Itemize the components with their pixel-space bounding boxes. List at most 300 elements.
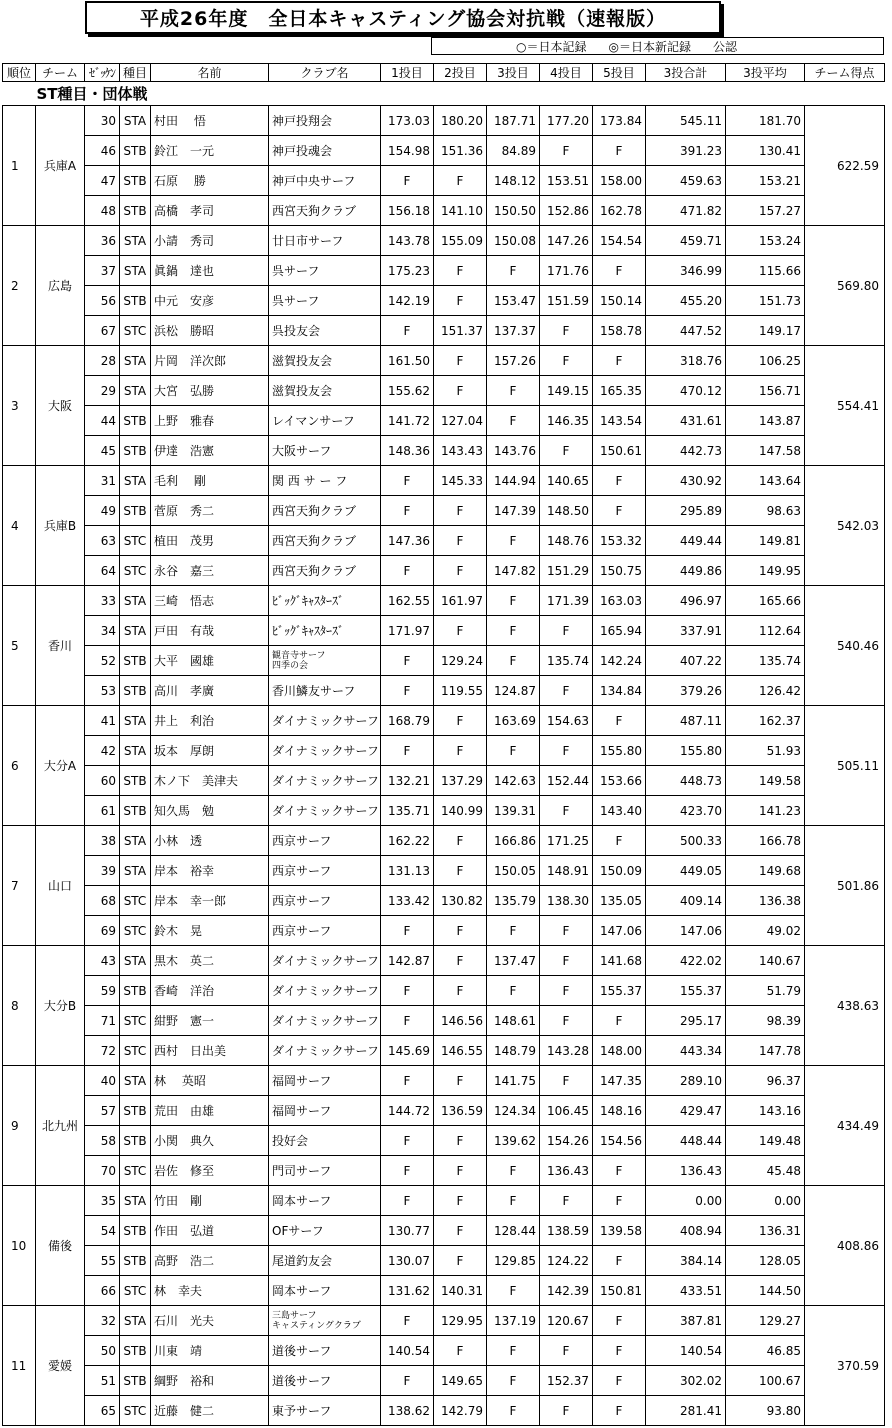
average-cell: 149.68	[726, 856, 805, 886]
team-score-cell: 505.11	[805, 706, 885, 826]
name-cell: 植田 茂男	[151, 526, 269, 556]
average-cell: 93.80	[726, 1396, 805, 1426]
event-cell: STB	[120, 796, 151, 826]
event-cell: STB	[120, 676, 151, 706]
table-row	[3, 586, 885, 616]
throw-3-cell: 148.61	[487, 1006, 540, 1036]
name-cell: 川東 靖	[151, 1336, 269, 1366]
throw-4-cell: F	[540, 316, 593, 346]
name-cell: 鈴木 晃	[151, 916, 269, 946]
throw-3-cell: F	[487, 526, 540, 556]
event-cell: STC	[120, 1156, 151, 1186]
throw-2-cell: F	[434, 856, 487, 886]
throw-5-cell: 135.05	[593, 886, 646, 916]
throw-1-cell: 133.42	[381, 886, 434, 916]
throw-5-cell: F	[593, 1006, 646, 1036]
throw-2-cell: F	[434, 946, 487, 976]
total-cell: 281.41	[646, 1396, 726, 1426]
event-cell: STC	[120, 316, 151, 346]
event-cell: STA	[120, 226, 151, 256]
club-cell: 西京サーフ	[269, 916, 381, 946]
club-cell: 西宮天狗クラブ	[269, 196, 381, 226]
table-row	[3, 946, 885, 976]
throw-1-cell: 145.69	[381, 1036, 434, 1066]
bib-cell: 35	[85, 1186, 120, 1216]
throw-1-cell: F	[381, 676, 434, 706]
team-score-cell: 501.86	[805, 826, 885, 946]
name-cell: 伊達 浩憲	[151, 436, 269, 466]
name-cell: 高川 孝廣	[151, 676, 269, 706]
club-cell: 道後サーフ	[269, 1336, 381, 1366]
event-cell: STA	[120, 376, 151, 406]
club-cell: ダイナミックサーフ	[269, 1036, 381, 1066]
total-cell: 487.11	[646, 706, 726, 736]
throw-5-cell: 163.03	[593, 586, 646, 616]
throw-3-cell: 124.87	[487, 676, 540, 706]
throw-4-cell: F	[540, 136, 593, 166]
throw-3-cell: F	[487, 406, 540, 436]
club-cell: 呉サーフ	[269, 286, 381, 316]
throw-1-cell: 130.77	[381, 1216, 434, 1246]
club-cell: 神戸中央サーフ	[269, 166, 381, 196]
total-cell: 433.51	[646, 1276, 726, 1306]
club-cell: 神戸投翔会	[269, 106, 381, 136]
throw-3-cell: F	[487, 376, 540, 406]
event-cell: STA	[120, 616, 151, 646]
header-row	[3, 64, 885, 82]
bib-cell: 37	[85, 256, 120, 286]
table-row	[3, 1006, 885, 1036]
club-cell: 観音寺サーフ 四季の会	[269, 646, 381, 676]
throw-3-cell: 157.26	[487, 346, 540, 376]
total-cell: 408.94	[646, 1216, 726, 1246]
throw-1-cell: 173.03	[381, 106, 434, 136]
throw-1-cell: F	[381, 1006, 434, 1036]
club-cell: 廿日市サーフ	[269, 226, 381, 256]
club-cell: 岡本サーフ	[269, 1186, 381, 1216]
throw-5-cell: 147.06	[593, 916, 646, 946]
total-cell: 409.14	[646, 886, 726, 916]
throw-3-cell: 148.79	[487, 1036, 540, 1066]
rank-cell: 2	[3, 226, 36, 346]
total-cell: 379.26	[646, 676, 726, 706]
table-row	[3, 1096, 885, 1126]
club-cell: 東予サーフ	[269, 1396, 381, 1426]
total-cell: 155.37	[646, 976, 726, 1006]
throw-1-cell: 148.36	[381, 436, 434, 466]
throw-1-cell: 138.62	[381, 1396, 434, 1426]
total-cell: 0.00	[646, 1186, 726, 1216]
throw-3-cell: F	[487, 916, 540, 946]
club-cell: ダイナミックサーフ	[269, 766, 381, 796]
table-row	[3, 346, 885, 376]
name-cell: 黒木 英二	[151, 946, 269, 976]
bib-cell: 55	[85, 1246, 120, 1276]
throw-3-cell: 142.63	[487, 766, 540, 796]
total-cell: 496.97	[646, 586, 726, 616]
bib-cell: 33	[85, 586, 120, 616]
legend	[431, 37, 884, 55]
total-cell: 449.05	[646, 856, 726, 886]
name-cell: 眞鍋 達也	[151, 256, 269, 286]
club-cell: 門司サーフ	[269, 1156, 381, 1186]
throw-5-cell: F	[593, 1366, 646, 1396]
throw-2-cell: F	[434, 1156, 487, 1186]
throw-4-cell: F	[540, 436, 593, 466]
bib-cell: 60	[85, 766, 120, 796]
total-cell: 443.34	[646, 1036, 726, 1066]
throw-5-cell: 155.37	[593, 976, 646, 1006]
total-cell: 455.20	[646, 286, 726, 316]
throw-1-cell: F	[381, 556, 434, 586]
name-cell: 上野 雅春	[151, 406, 269, 436]
throw-4-cell: 124.22	[540, 1246, 593, 1276]
bib-cell: 59	[85, 976, 120, 1006]
event-cell: STA	[120, 706, 151, 736]
throw-4-cell: 138.30	[540, 886, 593, 916]
average-cell: 141.23	[726, 796, 805, 826]
throw-4-cell: 142.39	[540, 1276, 593, 1306]
average-cell: 100.67	[726, 1366, 805, 1396]
throw-4-cell: 148.91	[540, 856, 593, 886]
throw-3-cell: 147.82	[487, 556, 540, 586]
throw-4-cell: 154.63	[540, 706, 593, 736]
throw-1-cell: 130.07	[381, 1246, 434, 1276]
name-cell: 知久馬 勉	[151, 796, 269, 826]
rank-cell: 11	[3, 1306, 36, 1426]
throw-2-cell: F	[434, 256, 487, 286]
throw-3-cell: F	[487, 586, 540, 616]
club-cell: 関 西 サ ー フ	[269, 466, 381, 496]
legend-official: 公認	[712, 39, 737, 54]
header-bib: ｾﾞｯｹﾝ	[85, 64, 120, 82]
throw-1-cell: 156.18	[381, 196, 434, 226]
throw-5-cell: 150.09	[593, 856, 646, 886]
table-row	[3, 316, 885, 346]
bib-cell: 64	[85, 556, 120, 586]
club-cell: ダイナミックサーフ	[269, 1006, 381, 1036]
event-cell: STA	[120, 826, 151, 856]
name-cell: 香崎 洋治	[151, 976, 269, 1006]
bib-cell: 40	[85, 1066, 120, 1096]
event-cell: STA	[120, 586, 151, 616]
throw-1-cell: F	[381, 1186, 434, 1216]
rank-cell: 4	[3, 466, 36, 586]
bib-cell: 29	[85, 376, 120, 406]
total-cell: 545.11	[646, 106, 726, 136]
throw-3-cell: 166.86	[487, 826, 540, 856]
event-cell: STA	[120, 106, 151, 136]
throw-5-cell: F	[593, 1186, 646, 1216]
throw-1-cell: 175.23	[381, 256, 434, 286]
name-cell: 西村 日出美	[151, 1036, 269, 1066]
name-cell: 鈴江 一元	[151, 136, 269, 166]
throw-2-cell: F	[434, 496, 487, 526]
throw-1-cell: F	[381, 916, 434, 946]
name-cell: 木ノ下 美津夫	[151, 766, 269, 796]
average-cell: 46.85	[726, 1336, 805, 1366]
team-score-cell: 569.80	[805, 226, 885, 346]
throw-5-cell: 150.81	[593, 1276, 646, 1306]
name-cell: 中元 安彦	[151, 286, 269, 316]
results-table	[2, 63, 885, 1426]
throw-4-cell: 151.59	[540, 286, 593, 316]
average-cell: 166.78	[726, 826, 805, 856]
table-row	[3, 1036, 885, 1066]
bib-cell: 67	[85, 316, 120, 346]
throw-5-cell: 139.58	[593, 1216, 646, 1246]
team-cell: 北九州	[36, 1066, 85, 1186]
throw-5-cell: 155.80	[593, 736, 646, 766]
throw-1-cell: 142.19	[381, 286, 434, 316]
throw-5-cell: 173.84	[593, 106, 646, 136]
name-cell: 村田 悟	[151, 106, 269, 136]
team-cell: 兵庫A	[36, 106, 85, 226]
team-cell: 大阪	[36, 346, 85, 466]
throw-4-cell: 154.26	[540, 1126, 593, 1156]
throw-3-cell: 153.47	[487, 286, 540, 316]
name-cell: 石川 光夫	[151, 1306, 269, 1336]
throw-5-cell: F	[593, 1156, 646, 1186]
table-row	[3, 826, 885, 856]
rank-cell: 8	[3, 946, 36, 1066]
throw-5-cell: 148.16	[593, 1096, 646, 1126]
club-cell: 香川鱗友サーフ	[269, 676, 381, 706]
team-score-cell: 370.59	[805, 1306, 885, 1426]
throw-3-cell: 144.94	[487, 466, 540, 496]
bib-cell: 46	[85, 136, 120, 166]
throw-3-cell: F	[487, 616, 540, 646]
bib-cell: 48	[85, 196, 120, 226]
club-cell: 滋賀投友会	[269, 376, 381, 406]
average-cell: 147.78	[726, 1036, 805, 1066]
throw-2-cell: 146.55	[434, 1036, 487, 1066]
total-cell: 423.70	[646, 796, 726, 826]
throw-2-cell: F	[434, 1126, 487, 1156]
event-cell: STA	[120, 736, 151, 766]
throw-4-cell: F	[540, 1396, 593, 1426]
table-row	[3, 1186, 885, 1216]
event-cell: STA	[120, 856, 151, 886]
header-club: クラブ名	[269, 64, 381, 82]
table-row	[3, 736, 885, 766]
event-cell: STB	[120, 646, 151, 676]
bib-cell: 43	[85, 946, 120, 976]
throw-1-cell: 162.22	[381, 826, 434, 856]
throw-2-cell: F	[434, 1186, 487, 1216]
throw-2-cell: 136.59	[434, 1096, 487, 1126]
event-cell: STA	[120, 1066, 151, 1096]
name-cell: 小請 秀司	[151, 226, 269, 256]
throw-4-cell: F	[540, 916, 593, 946]
club-cell: OFサーフ	[269, 1216, 381, 1246]
name-cell: 岩佐 修至	[151, 1156, 269, 1186]
average-cell: 147.58	[726, 436, 805, 466]
throw-3-cell: 150.50	[487, 196, 540, 226]
throw-2-cell: F	[434, 1246, 487, 1276]
throw-5-cell: 154.54	[593, 226, 646, 256]
average-cell: 140.67	[726, 946, 805, 976]
average-cell: 144.50	[726, 1276, 805, 1306]
throw-1-cell: 162.55	[381, 586, 434, 616]
table-row	[3, 916, 885, 946]
bib-cell: 39	[85, 856, 120, 886]
bib-cell: 68	[85, 886, 120, 916]
throw-1-cell: 147.36	[381, 526, 434, 556]
average-cell: 149.17	[726, 316, 805, 346]
throw-1-cell: 131.62	[381, 1276, 434, 1306]
table-row	[3, 136, 885, 166]
average-cell: 136.31	[726, 1216, 805, 1246]
club-cell: 福岡サーフ	[269, 1096, 381, 1126]
bib-cell: 49	[85, 496, 120, 526]
bib-cell: 41	[85, 706, 120, 736]
name-cell: 大宮 弘勝	[151, 376, 269, 406]
throw-2-cell: F	[434, 976, 487, 1006]
club-cell: 福岡サーフ	[269, 1066, 381, 1096]
legend-record: ○＝日本記録	[516, 39, 587, 54]
throw-4-cell: 146.35	[540, 406, 593, 436]
throw-2-cell: 143.43	[434, 436, 487, 466]
throw-2-cell: 137.29	[434, 766, 487, 796]
total-cell: 430.92	[646, 466, 726, 496]
rank-cell: 5	[3, 586, 36, 706]
table-row	[3, 1066, 885, 1096]
header-total: 3投合計	[646, 64, 726, 82]
throw-3-cell: F	[487, 1336, 540, 1366]
average-cell: 96.37	[726, 1066, 805, 1096]
average-cell: 157.27	[726, 196, 805, 226]
throw-3-cell: 128.44	[487, 1216, 540, 1246]
throw-4-cell: F	[540, 796, 593, 826]
throw-2-cell: F	[434, 1066, 487, 1096]
club-cell: ダイナミックサーフ	[269, 706, 381, 736]
event-cell: STB	[120, 976, 151, 1006]
throw-1-cell: F	[381, 736, 434, 766]
name-cell: 林 幸夫	[151, 1276, 269, 1306]
throw-3-cell: F	[487, 1186, 540, 1216]
total-cell: 147.06	[646, 916, 726, 946]
club-cell: ﾋﾞｯｸﾞｷｬｽﾀｰｽﾞ	[269, 616, 381, 646]
section-title: ST種目・団体戦	[3, 82, 885, 106]
throw-5-cell: 158.00	[593, 166, 646, 196]
club-cell: 尾道釣友会	[269, 1246, 381, 1276]
average-cell: 151.73	[726, 286, 805, 316]
throw-1-cell: 132.21	[381, 766, 434, 796]
bib-cell: 71	[85, 1006, 120, 1036]
throw-5-cell: 153.32	[593, 526, 646, 556]
throw-4-cell: 152.37	[540, 1366, 593, 1396]
throw-5-cell: F	[593, 1246, 646, 1276]
average-cell: 0.00	[726, 1186, 805, 1216]
total-cell: 470.12	[646, 376, 726, 406]
total-cell: 155.80	[646, 736, 726, 766]
total-cell: 295.89	[646, 496, 726, 526]
total-cell: 431.61	[646, 406, 726, 436]
throw-2-cell: 151.37	[434, 316, 487, 346]
throw-2-cell: F	[434, 916, 487, 946]
bib-cell: 38	[85, 826, 120, 856]
throw-3-cell: F	[487, 976, 540, 1006]
throw-4-cell: 149.15	[540, 376, 593, 406]
average-cell: 51.93	[726, 736, 805, 766]
throw-5-cell: 158.78	[593, 316, 646, 346]
bib-cell: 28	[85, 346, 120, 376]
bib-cell: 47	[85, 166, 120, 196]
event-cell: STA	[120, 346, 151, 376]
club-cell: 西京サーフ	[269, 886, 381, 916]
average-cell: 143.16	[726, 1096, 805, 1126]
club-cell: 西京サーフ	[269, 826, 381, 856]
event-cell: STB	[120, 496, 151, 526]
bib-cell: 51	[85, 1366, 120, 1396]
table-row	[3, 166, 885, 196]
club-cell: 西宮天狗クラブ	[269, 496, 381, 526]
average-cell: 128.05	[726, 1246, 805, 1276]
table-row	[3, 1306, 885, 1336]
throw-1-cell: F	[381, 646, 434, 676]
average-cell: 143.87	[726, 406, 805, 436]
club-cell: ダイナミックサーフ	[269, 976, 381, 1006]
throw-2-cell: 119.55	[434, 676, 487, 706]
club-cell: 投好会	[269, 1126, 381, 1156]
total-cell: 459.63	[646, 166, 726, 196]
throw-5-cell: F	[593, 346, 646, 376]
throw-3-cell: 147.39	[487, 496, 540, 526]
throw-1-cell: 161.50	[381, 346, 434, 376]
total-cell: 391.23	[646, 136, 726, 166]
throw-5-cell: F	[593, 136, 646, 166]
total-cell: 295.17	[646, 1006, 726, 1036]
bib-cell: 50	[85, 1336, 120, 1366]
throw-3-cell: 150.08	[487, 226, 540, 256]
throw-1-cell: F	[381, 1366, 434, 1396]
throw-4-cell: F	[540, 676, 593, 706]
throw-2-cell: F	[434, 556, 487, 586]
throw-3-cell: F	[487, 646, 540, 676]
throw-5-cell: F	[593, 466, 646, 496]
bib-cell: 61	[85, 796, 120, 826]
team-cell: 備後	[36, 1186, 85, 1306]
average-cell: 149.81	[726, 526, 805, 556]
table-row	[3, 676, 885, 706]
average-cell: 129.27	[726, 1306, 805, 1336]
event-cell: STB	[120, 166, 151, 196]
event-cell: STC	[120, 1006, 151, 1036]
total-cell: 459.71	[646, 226, 726, 256]
throw-2-cell: 161.97	[434, 586, 487, 616]
average-cell: 98.39	[726, 1006, 805, 1036]
throw-2-cell: 130.82	[434, 886, 487, 916]
throw-2-cell: F	[434, 826, 487, 856]
average-cell: 153.24	[726, 226, 805, 256]
team-score-cell: 554.41	[805, 346, 885, 466]
throw-2-cell: F	[434, 286, 487, 316]
throw-3-cell: 135.79	[487, 886, 540, 916]
throw-4-cell: F	[540, 1066, 593, 1096]
total-cell: 289.10	[646, 1066, 726, 1096]
name-cell: 作田 弘道	[151, 1216, 269, 1246]
total-cell: 346.99	[646, 256, 726, 286]
club-cell: 神戸投魂会	[269, 136, 381, 166]
table-row	[3, 976, 885, 1006]
rank-cell: 1	[3, 106, 36, 226]
throw-3-cell: 137.47	[487, 946, 540, 976]
average-cell: 135.74	[726, 646, 805, 676]
rank-cell: 10	[3, 1186, 36, 1306]
event-cell: STB	[120, 1096, 151, 1126]
total-cell: 442.73	[646, 436, 726, 466]
